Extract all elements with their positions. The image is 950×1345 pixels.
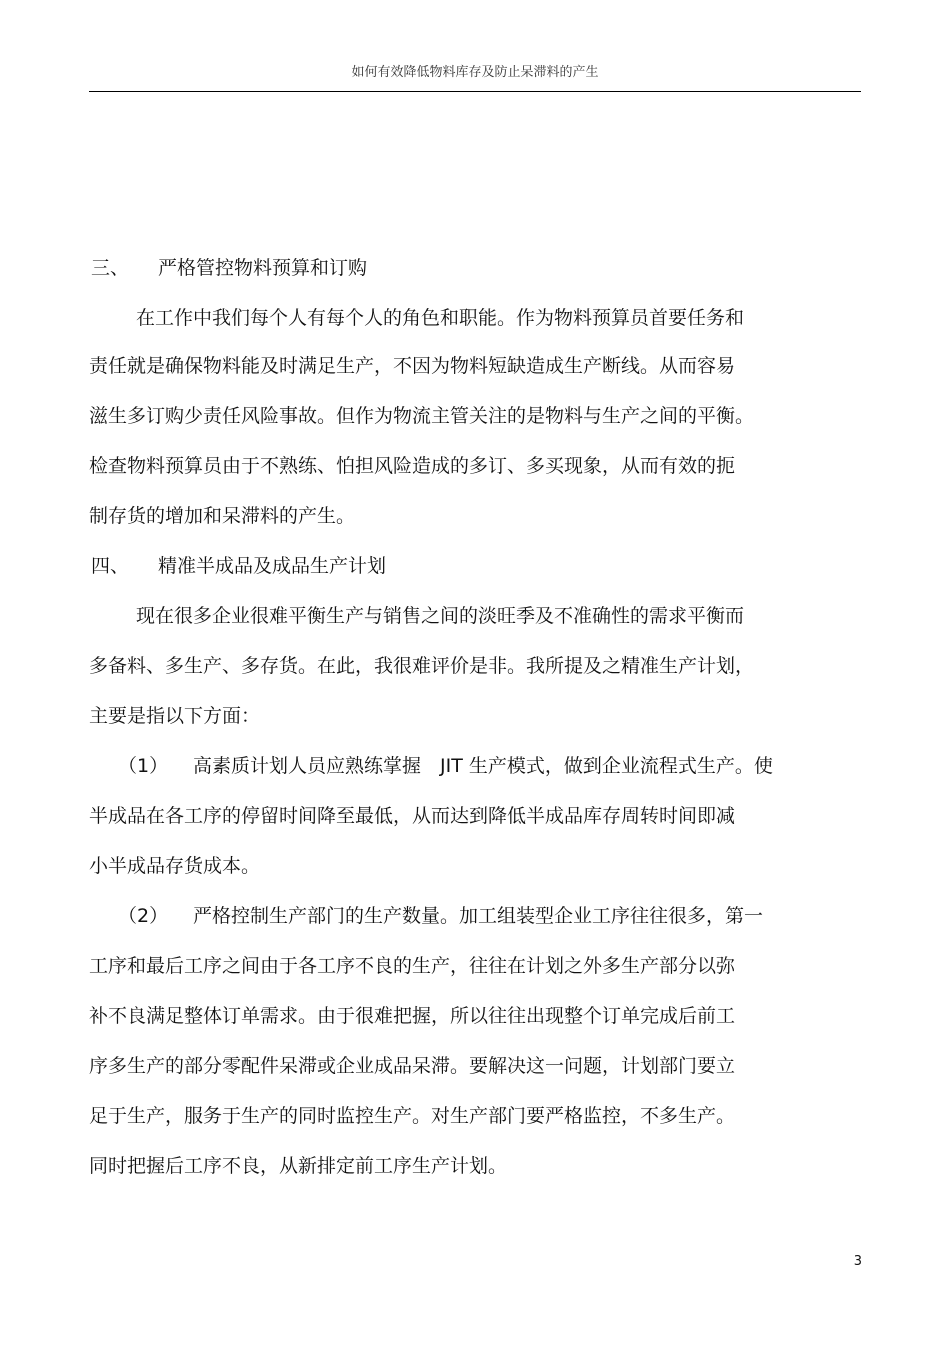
item-2-text: 严格控制生产部门的生产数量。加工组装型企业工序往往很多，第一 [193, 905, 764, 927]
section-3-number: 三、 [91, 257, 130, 279]
item-2-line [0, 1103, 950, 1129]
item-1-marker: （1） [118, 755, 169, 777]
section-3-paragraph-line [0, 403, 950, 429]
section-3-line-1: 在工作中我们每个人有每个人的角色和职能。作为物料预算员首要任务和 [136, 307, 745, 329]
item-1-first-line [0, 753, 950, 779]
header-rule [89, 91, 861, 92]
section-4-intro-line-1: 现在很多企业很难平衡生产与销售之间的淡旺季及不准确性的需求平衡而 [136, 605, 745, 627]
section-4-heading [0, 553, 950, 579]
item-2-line [0, 1053, 950, 1079]
section-4-intro-line [0, 653, 950, 679]
item-2-line-6: 同时把握后工序不良，从新排定前工序生产计划。 [89, 1155, 508, 1177]
section-3-line-2: 责任就是确保物料能及时满足生产，不因为物料短缺造成生产断线。从而容易 [89, 355, 736, 377]
section-4-intro-line [0, 703, 950, 729]
item-2-line-4: 序多生产的部分零配件呆滞或企业成品呆滞。要解决这一问题，计划部门要立 [89, 1055, 736, 1077]
section-3-heading [0, 255, 950, 281]
section-4-title: 精准半成品及成品生产计划 [158, 555, 387, 577]
item-1-line-3: 小半成品存货成本。 [89, 855, 261, 877]
item-2-line [0, 1003, 950, 1029]
section-3-line-5: 制存货的增加和呆滞料的产生。 [89, 505, 356, 527]
item-1-line [0, 853, 950, 879]
section-3-paragraph-line [0, 453, 950, 479]
page-number: 3 [853, 1254, 862, 1269]
item-2-first-line [0, 903, 950, 929]
section-3-line-4: 检查物料预算员由于不熟练、怕担风险造成的多订、多买现象，从而有效的扼 [89, 455, 736, 477]
item-2-line [0, 1153, 950, 1179]
section-4-intro-line-3: 主要是指以下方面： [89, 705, 261, 727]
section-4-intro-line-2: 多备料、多生产、多存货。在此，我很难评价是非。我所提及之精准生产计划， [89, 655, 755, 677]
item-2-line [0, 953, 950, 979]
running-header: 如何有效降低物料库存及防止呆滞料的产生 [351, 65, 599, 80]
section-3-line-3: 滋生多订购少责任风险事故。但作为物流主管关注的是物料与生产之间的平衡。 [89, 405, 755, 427]
section-3-paragraph-line [0, 305, 950, 331]
section-4-intro-line [0, 603, 950, 629]
section-3-paragraph-line [0, 353, 950, 379]
item-1-line-2: 半成品在各工序的停留时间降至最低，从而达到降低半成品库存周转时间即减 [89, 805, 736, 827]
item-1-line [0, 803, 950, 829]
section-3-paragraph-line [0, 503, 950, 529]
item-2-line-2: 工序和最后工序之间由于各工序不良的生产，往往在计划之外多生产部分以弥 [89, 955, 736, 977]
item-2-line-3: 补不良满足整体订单需求。由于很难把握，所以往往出现整个订单完成后前工 [89, 1005, 736, 1027]
item-1-text: 高素质计划人员应熟练掌握 JIT 生产模式，做到企业流程式生产。使 [193, 755, 773, 777]
item-2-line-5: 足于生产，服务于生产的同时监控生产。对生产部门要严格监控，不多生产。 [89, 1105, 736, 1127]
item-2-marker: （2） [118, 905, 169, 927]
section-4-number: 四、 [91, 555, 130, 577]
section-3-title: 严格管控物料预算和订购 [158, 257, 368, 279]
